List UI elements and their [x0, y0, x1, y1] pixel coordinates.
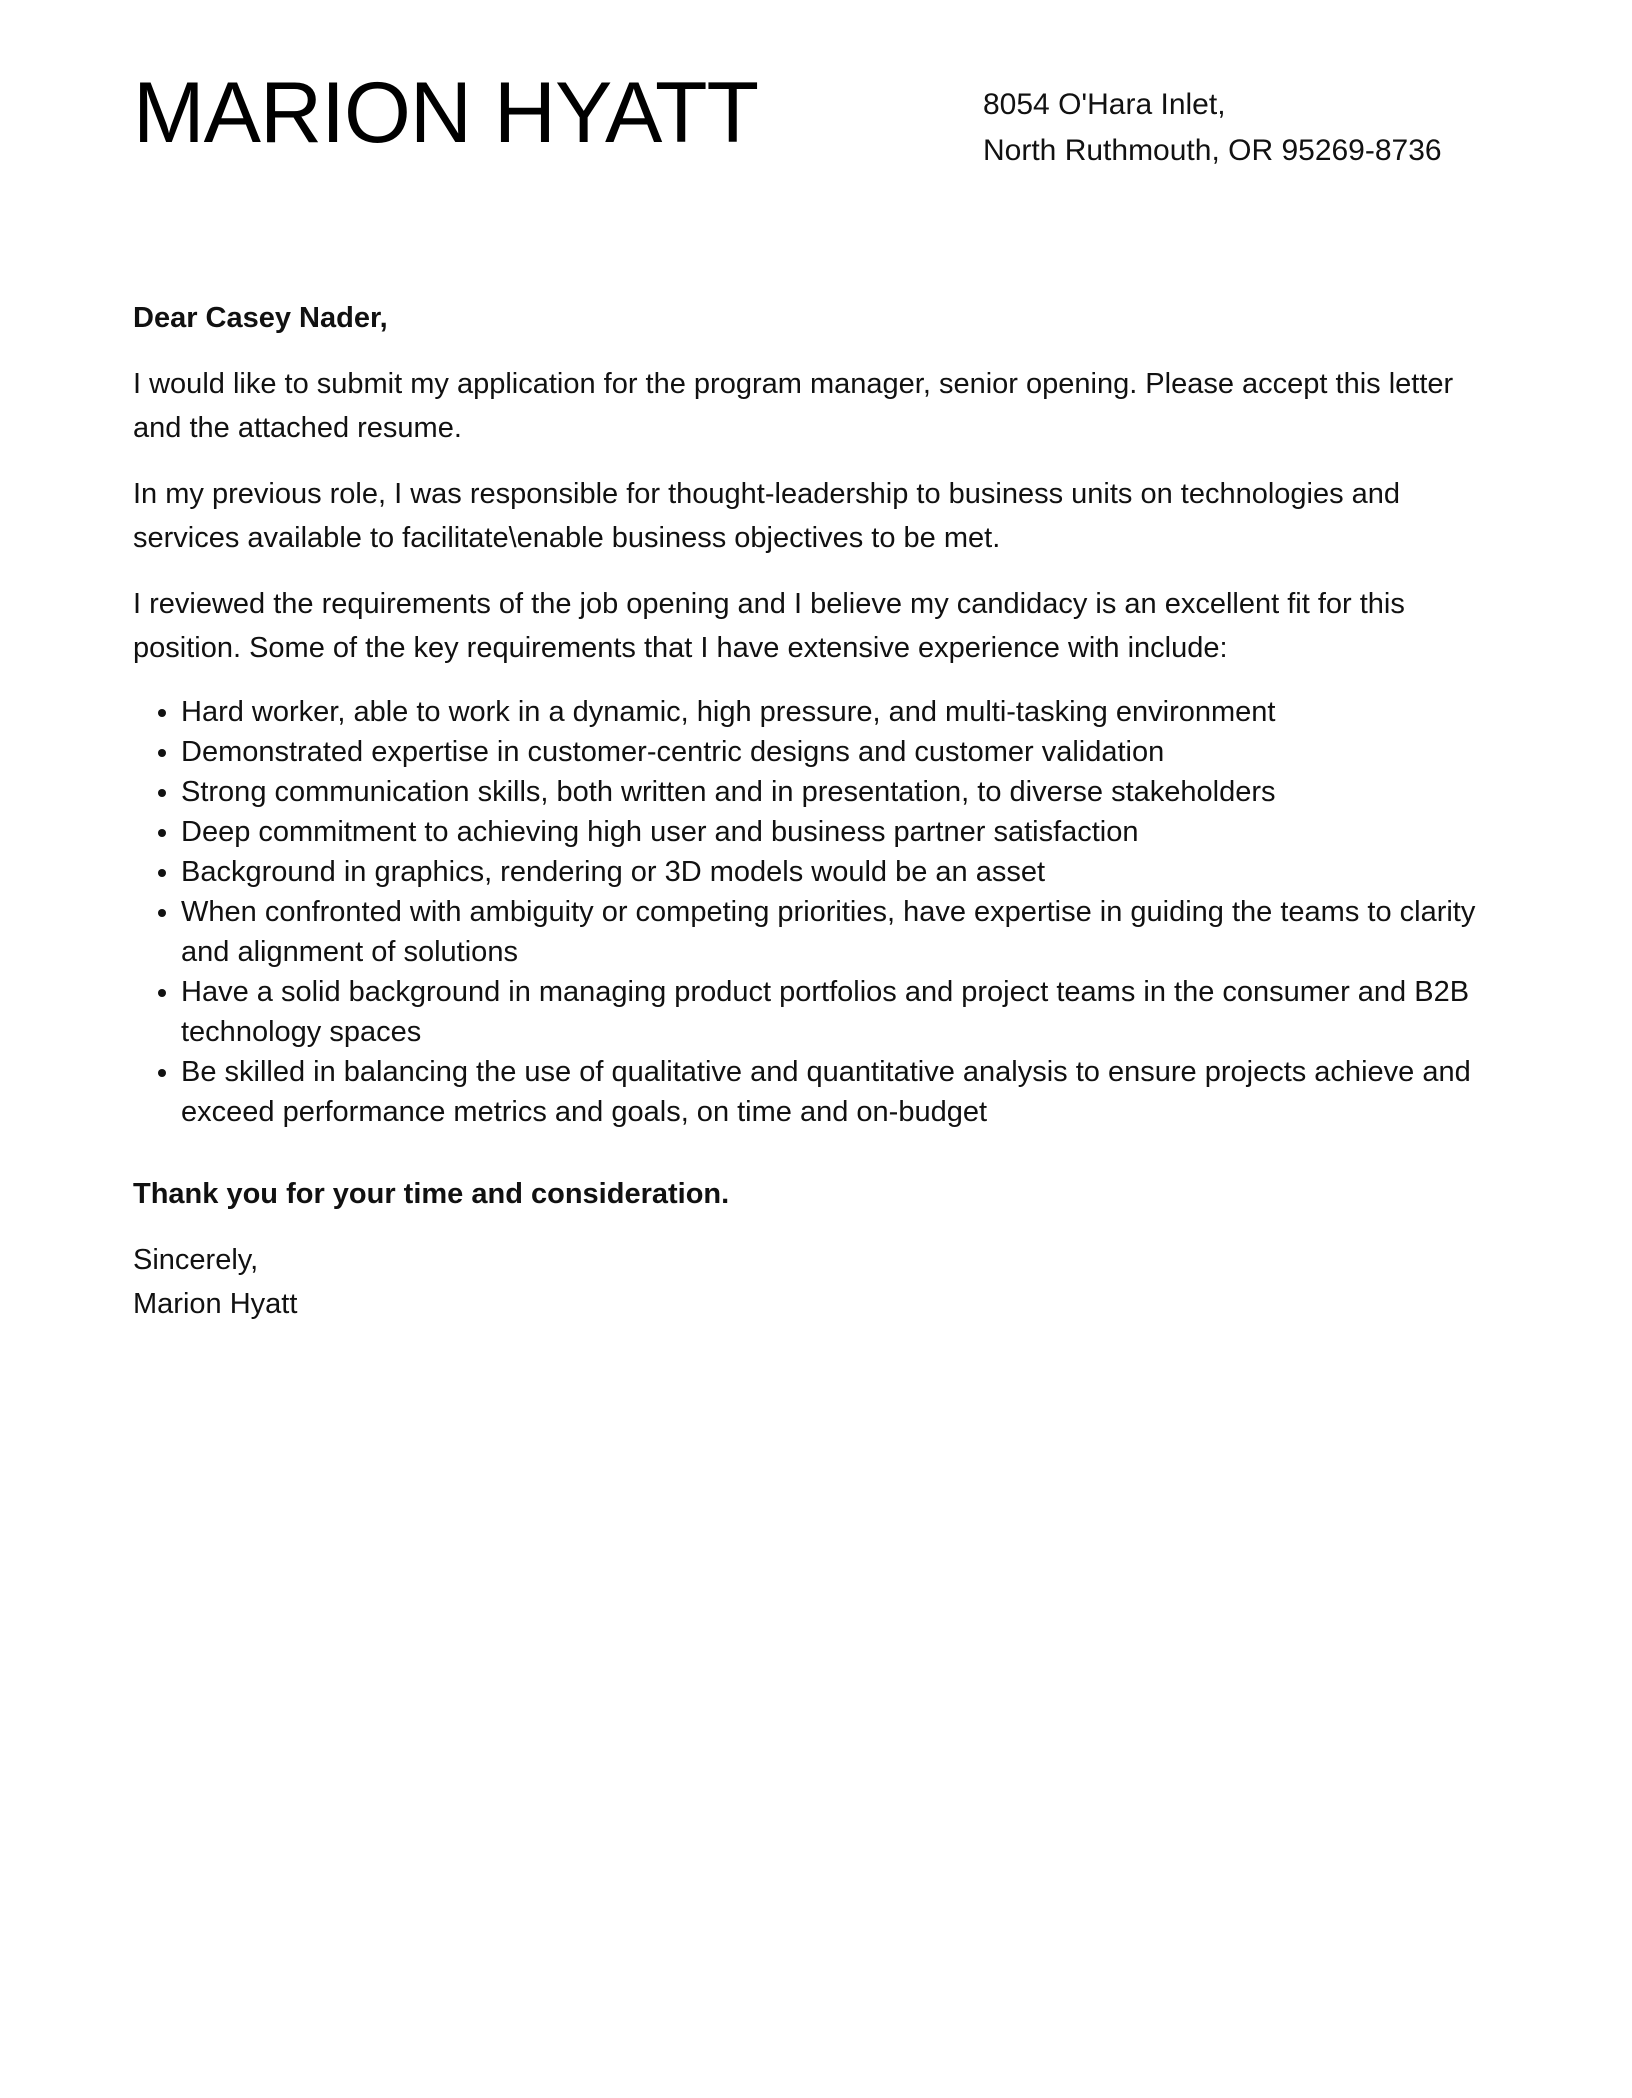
paragraph-previous-role: In my previous role, I was responsible for thought-leadership to business units on technologies and services available to facilitate\enable business objectives to be met.: [133, 478, 1401, 554]
list-item: • Have a solid background in managing product portfolios and project teams in the consumer and B2B technology spaces: [181, 972, 1493, 1052]
address-line-1: 8054 O'Hara Inlet,: [983, 88, 1226, 121]
applicant-address: [983, 82, 1442, 174]
letter-header: [133, 0, 1493, 260]
signature: Marion Hyatt: [133, 1288, 298, 1320]
list-item: • Deep commitment to achieving high user and business partner satisfaction: [181, 812, 1493, 852]
signoff: Sincerely,: [133, 1244, 259, 1276]
address-line-2: North Ruthmouth, OR 95269-8736: [983, 134, 1442, 167]
letter-body: [133, 296, 1493, 1326]
list-item: • Background in graphics, rendering or 3D models would be an asset: [181, 852, 1493, 892]
salutation: Dear Casey Nader,: [133, 302, 388, 334]
list-item: • Be skilled in balancing the use of qualitative and quantitative analysis to ensure projects achieve and exceed performance metrics and goals, on time and on-budget: [181, 1052, 1493, 1132]
list-item: • Hard worker, able to work in a dynamic, high pressure, and multi-tasking environment: [181, 692, 1493, 732]
cover-letter-page: [133, 0, 1493, 1320]
closing-line: Thank you for your time and consideration.: [133, 1178, 730, 1210]
applicant-name: MARION HYATT: [133, 65, 759, 161]
list-item: • Strong communication skills, both written and in presentation, to diverse stakeholders: [181, 772, 1493, 812]
list-item: • Demonstrated expertise in customer-centric designs and customer validation: [181, 732, 1493, 772]
requirements-list: [133, 692, 1493, 1132]
signoff-block: [133, 1238, 1493, 1326]
paragraph-requirements-intro: I reviewed the requirements of the job opening and I believe my candidacy is an excellent fit for this position. Some of the key requirements that I have extensive experience with include:: [133, 588, 1405, 664]
list-item: • When confronted with ambiguity or competing priorities, have expertise in guiding the teams to clarity and alignment of solutions: [181, 892, 1493, 972]
paragraph-intro: I would like to submit my application for the program manager, senior opening. Please accept this letter and the attached resume.: [133, 368, 1454, 444]
